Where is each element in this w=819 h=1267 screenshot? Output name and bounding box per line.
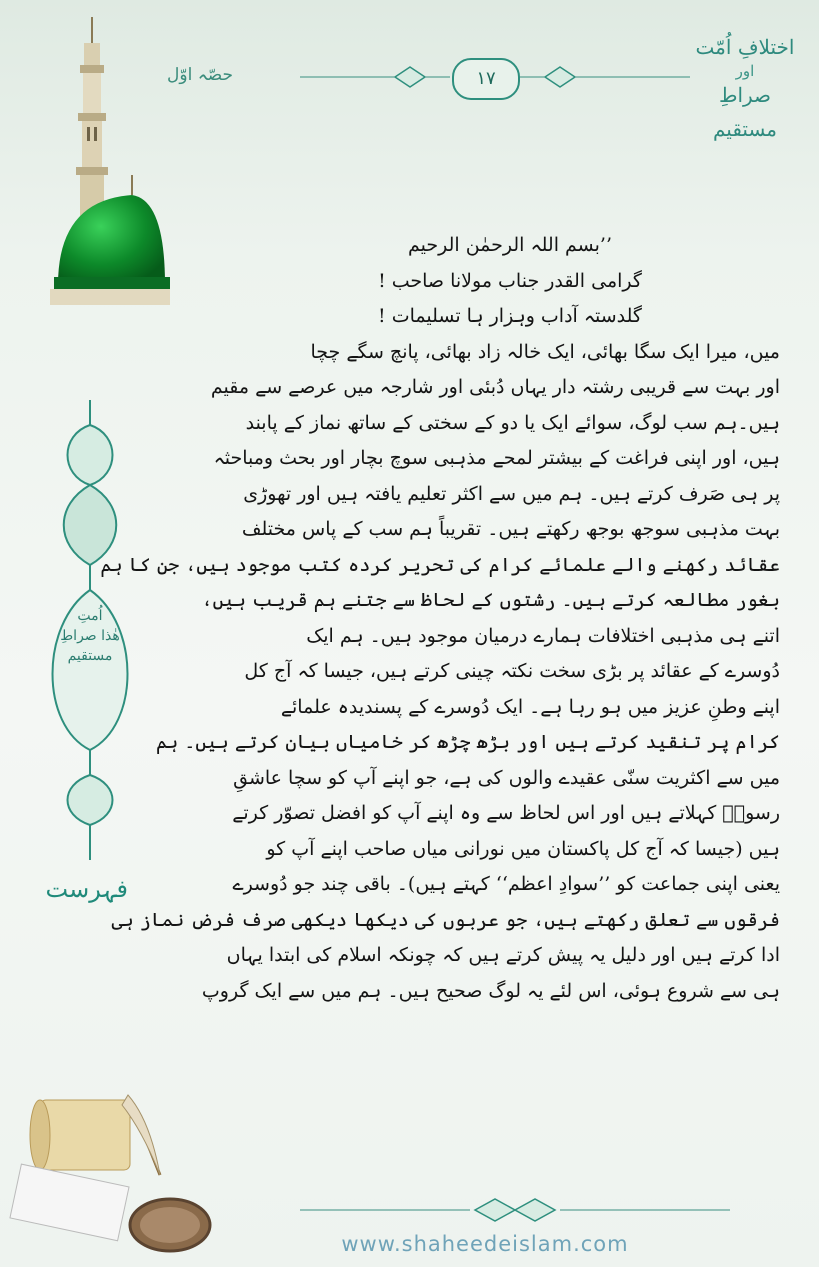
bismillah-line: ’’بسم اللہ الرحمٰن الرحیم [408, 234, 612, 256]
text-line: اور بہت سے قریبی رشتہ دار یہاں دُبئی اور شارجہ میں عرصے سے مقیم [210, 376, 780, 398]
text-line: بہت مذہبی سوجھ بوجھ رکھتے ہیں۔ تقریباً ہم سب کے پاس مختلف [241, 518, 780, 540]
text-line: ہیں (جیسا کہ آج کل پاکستان میں نورانی میاں صاحب اپنے آپ کو [266, 837, 780, 860]
medallion-calligraphy [42, 606, 138, 666]
medallion-line1: اُمتِ [77, 608, 103, 624]
text-line: دُوسرے کے عقائد پر بڑی سخت نکتہ چینی کرتے ہیں، جیسا کہ آج کل [244, 660, 780, 682]
website-url[interactable]: www.shaheedeislam.com [341, 1232, 629, 1256]
toc-link[interactable]: فہرست [45, 875, 128, 903]
salutation-line: گلدستہ آداب وہزار ہا تسلیمات ! [378, 305, 642, 327]
text-line: عقائد رکھنے والے علمائے کرام کی تحریر کردہ کتب موجود ہیں، جن کا ہم [100, 553, 780, 576]
text-line: ادا کرتے ہیں اور دلیل یہ پیش کرتے ہیں کہ چونکہ اسلام کی ابتدا یہاں [226, 944, 780, 966]
footer-ornament-rule [300, 1195, 730, 1225]
green-dome-minaret-image [40, 15, 170, 305]
letter-body [100, 228, 780, 1009]
text-line: بغور مطالعہ کرتے ہیں۔ رشتوں کے لحاظ سے جتنے ہم قریب ہیں، [201, 589, 780, 611]
medallion-line2: ھٰذا صراطِ مستقیم [60, 628, 120, 664]
part-label: حصّہ اوّل [167, 65, 233, 85]
text-line: میں سے اکثریت سنّی عقیدے والوں کی ہے، جو اپنے آپ کو سچا عاشقِ [233, 766, 780, 789]
book-title [690, 30, 800, 146]
text-line: ہیں۔ہم سب لوگ، سوائے ایک یا دو کے سختی کے ساتھ نماز کے پابند [245, 411, 780, 434]
text-line: رسولؐ کہلاتے ہیں اور اس لحاظ سے وہ اپنے آپ کو افضل تصوّر کرتے [232, 802, 780, 824]
text-line: کرام پر تنقید کرتے ہیں اور بڑھ چڑھ کر خامیاں بیان کرتے ہیں۔ ہم [155, 731, 780, 753]
text-line: یعنی اپنی جماعت کو ’’سوادِ اعظم‘‘ کہتے ہیں)۔ باقی چند جو دُوسرے [232, 873, 780, 895]
book-title-line1: اختلافِ اُمّت [695, 35, 795, 59]
text-line: میں، میرا ایک سگا بھائی، ایک خالہ زاد بھائی، پانچ سگے چچا [310, 340, 780, 363]
text-line: ہی سے شروع ہوئی، اس لئے یہ لوگ صحیح ہیں۔ ہم میں سے ایک گروپ [201, 979, 780, 1002]
book-title-line2: اور [735, 62, 755, 80]
salutation-line: گرامی القدر جناب مولانا صاحب ! [378, 269, 642, 292]
text-line: فرقوں سے تعلق رکھتے ہیں، جو عربوں کی دیکھا دیکھی صرف فرض نماز ہی [111, 908, 780, 931]
text-line: پر ہی صَرف کرتے ہیں۔ ہم میں سے اکثر تعلیم یافتہ ہیں اور تھوڑی [243, 482, 780, 505]
book-title-line3: صراطِ مستقیم [712, 83, 778, 141]
text-line: اپنے وطنِ عزیز میں ہو رہا ہے۔ ایک دُوسرے کے پسندیدہ علمائے [280, 695, 780, 718]
text-line: ہیں، اور اپنی فراغت کے بیشتر لمحے مذہبی سوچ بچار اور بحث ومباحثہ [213, 447, 780, 469]
text-line: اتنے ہی مذہبی اختلافات ہمارے درمیان موجود ہیں۔ ہم ایک [306, 624, 780, 647]
page-number-badge: ۱۷ [452, 58, 520, 100]
scroll-quill-image [10, 1080, 210, 1260]
